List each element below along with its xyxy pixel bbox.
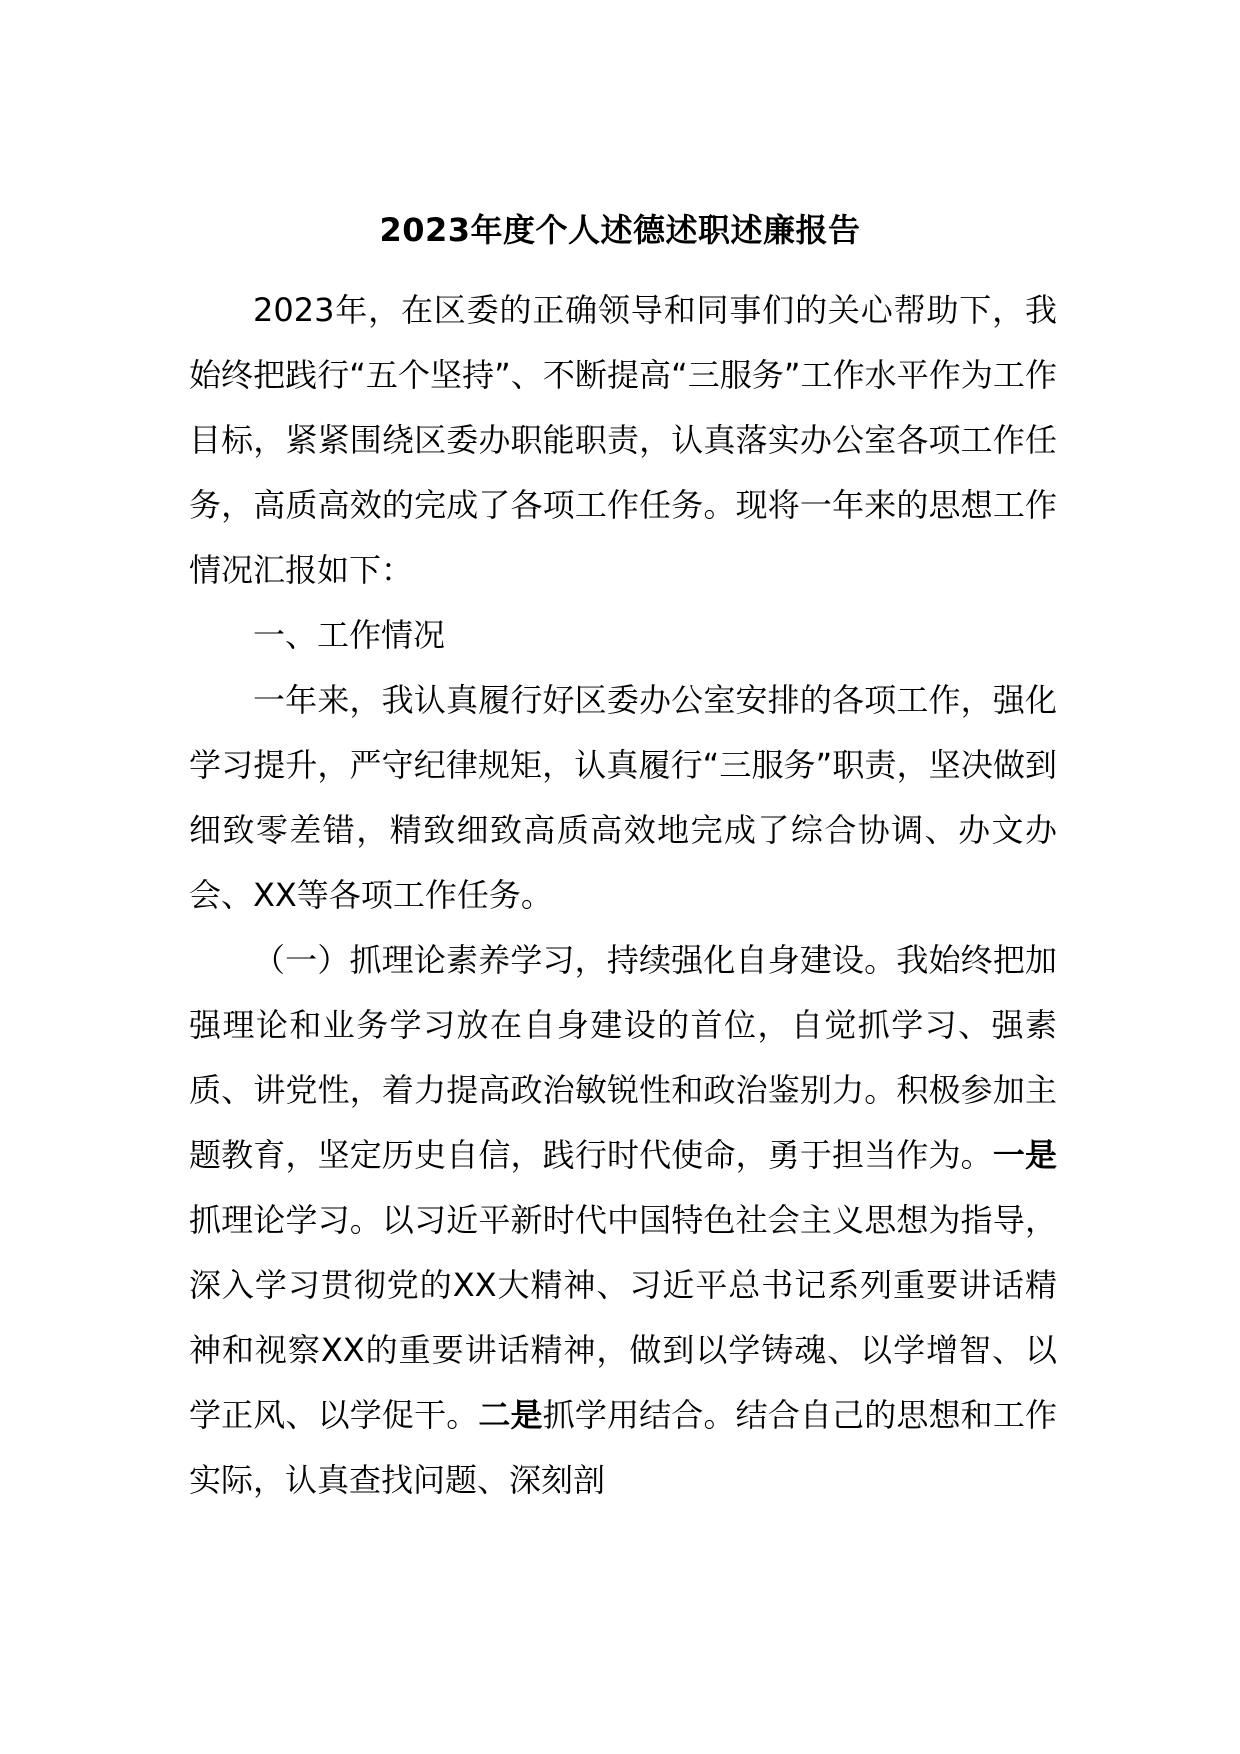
document-title: 2023年度个人述德述职述廉报告 bbox=[379, 211, 861, 249]
study-lead-text: （一）抓理论素养学习，持续强化自身建设。我始终把加强理论和业务学习放在自身建设的首位，自觉抓学习、强素质、讲党性，着力提高政治敏锐性和政治鉴别力。积极参加主题教育，坚定历史自信，践行时代使命，勇于担当作为。 bbox=[189, 941, 1057, 1174]
study-tail-text: 抓学用结合。结合自己的思想和工作实际，认真查找问题、深刻剖 bbox=[189, 1396, 1057, 1499]
overview-paragraph: 一年来，我认真履行好区委办公室安排的各项工作，强化学习提升，严守纪律规矩，认真履行“三服务”职责，坚决做到细致零差错，精致细致高质高效地完成了综合协调、办文办会、XX等各项工作任务。 bbox=[189, 681, 1057, 914]
study-mid-text: 抓理论学习。以习近平新时代中国特色社会主义思想为指导，深入学习贯彻党的XX大精神、习近平总书记系列重要讲话精神和视察XX的重要讲话精神，做到以学铸魂、以学增智、以学正风、以学促干。 bbox=[189, 1201, 1057, 1434]
intro-paragraph: 2023年，在区委的正确领导和同事们的关心帮助下，我始终把践行“五个坚持”、不断提高“三服务”工作水平作为工作目标，紧紧围绕区委办职能职责，认真落实办公室各项工作任务，高质高效的完成了各项工作任务。现将一年来的思想工作情况汇报如下： bbox=[189, 291, 1057, 589]
section-heading-work: 一、工作情况 bbox=[253, 616, 446, 654]
study-paragraph bbox=[189, 928, 1057, 1513]
keyword-first: 一是 bbox=[992, 1136, 1057, 1174]
document-body bbox=[189, 278, 1057, 1513]
keyword-second: 二是 bbox=[478, 1396, 543, 1434]
